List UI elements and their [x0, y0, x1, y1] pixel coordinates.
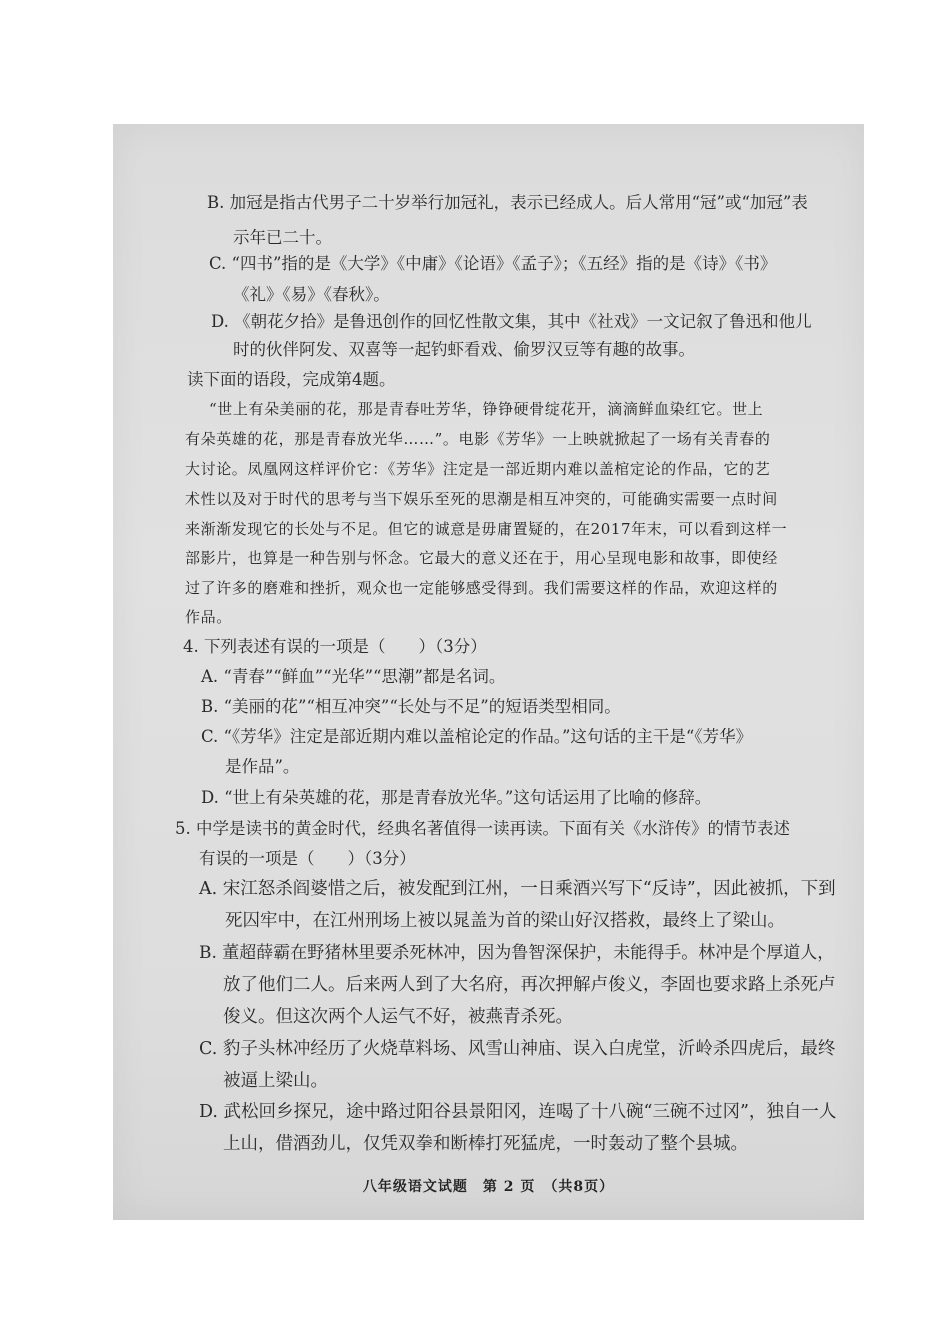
q3-option-b-line1: B. 加冠是指古代男子二十岁举行加冠礼，表示已经成人。后人常用“冠”或“加冠”表 [207, 193, 808, 212]
q5-option-d-line2: 上山，借酒劲儿，仅凭双拳和断棒打死猛虎，一时轰动了整个县城。 [223, 1134, 748, 1154]
question-5-stem-line2: 有误的一项是（ ）（3分） [199, 849, 416, 868]
passage-line: 术性以及对于时代的思考与当下娱乐至死的思潮是相互冲突的，可能确实需要一点时间 [185, 490, 778, 508]
passage-line: 作品。 [185, 608, 232, 626]
question-5-stem-line1: 5. 中学是读书的黄金时代，经典名著值得一读再读。下面有关《水浒传》的情节表述 [175, 819, 790, 838]
passage-line: 大讨论。凤凰网这样评价它：《芳华》注定是一部近期内难以盖棺定论的作品，它的艺 [185, 460, 771, 478]
passage-line: 有朵英雄的花，那是青春放光华……”。电影《芳华》一上映就掀起了一场有关青春的 [185, 430, 771, 448]
q3-option-d-line2: 时的伙伴阿发、双喜等一起钓虾看戏、偷罗汉豆等有趣的故事。 [233, 340, 695, 359]
exam-page [113, 124, 864, 1220]
q4-option-c-line1: C. “《芳华》注定是部近期内难以盖棺论定的作品。”这句话的主干是“《芳华》 [201, 727, 753, 746]
q5-option-b-line3: 俊义。但这次两个人运气不好，被燕青杀死。 [223, 1007, 573, 1027]
q3-option-c-line2: 《礼》《易》《春秋》。 [233, 285, 390, 304]
q5-option-c-line1: C. 豹子头林冲经历了火烧草料场、风雪山神庙、误入白虎堂，沂岭杀四虎后，最终 [199, 1039, 836, 1059]
q4-option-a: A. “青春”“鲜血”“光华”“思潮”都是名词。 [201, 667, 506, 686]
q5-option-a-line1: A. 宋江怒杀阎婆惜之后，被发配到江州，一日乘酒兴写下“反诗”，因此被抓，下到 [199, 879, 836, 899]
q3-option-b-line2: 示年已二十。 [233, 228, 332, 247]
passage-line: 过了许多的磨难和挫折，观众也一定能够感受得到。我们需要这样的作品，欢迎这样的 [185, 579, 778, 597]
q5-option-a-line2: 死囚牢中，在江州刑场上被以晁盖为首的梁山好汉搭救，最终上了梁山。 [225, 911, 785, 931]
q5-option-b-line1: B. 董超薛霸在野猪林里要杀死林冲，因为鲁智深保护，未能得手。林冲是个厚道人， [199, 943, 835, 963]
q3-option-d-line1: D. 《朝花夕拾》是鲁迅创作的回忆性散文集，其中《社戏》一文记叙了鲁迅和他儿 [211, 312, 812, 331]
passage-line: 部影片，也算是一种告别与怀念。它最大的意义还在于，用心呈现电影和故事，即使经 [185, 549, 778, 567]
reading-instruction: 读下面的语段，完成第4题。 [187, 370, 396, 389]
question-4-stem: 4. 下列表述有误的一项是（ ）（3分） [183, 637, 487, 656]
page-footer: 八年级语文试题 第 2 页 （共8页） [362, 1179, 615, 1195]
passage-line: 来渐渐发现它的长处与不足。但它的诚意是毋庸置疑的，在2017年末，可以看到这样一 [185, 520, 788, 538]
q5-option-d-line1: D. 武松回乡探兄，途中路过阳谷县景阳冈，连喝了十八碗“三碗不过冈”，独自一人 [199, 1102, 837, 1122]
q5-option-b-line2: 放了他们二人。后来两人到了大名府，再次押解卢俊义，李固也要求路上杀死卢 [223, 975, 836, 995]
passage-line: “世上有朵美丽的花，那是青春吐芳华，铮铮硬骨绽花开，滴滴鲜血染红它。世上 [209, 400, 764, 418]
q5-option-c-line2: 被逼上梁山。 [223, 1071, 328, 1091]
q4-option-c-line2: 是作品”。 [225, 757, 300, 776]
q4-option-b: B. “美丽的花”“相互冲突”“长处与不足”的短语类型相同。 [201, 697, 621, 716]
q3-option-c-line1: C. “四书”指的是《大学》《中庸》《论语》《孟子》；《五经》指的是《诗》《书》 [209, 254, 777, 273]
q4-option-d: D. “世上有朵英雄的花，那是青春放光华。”这句话运用了比喻的修辞。 [201, 788, 712, 807]
